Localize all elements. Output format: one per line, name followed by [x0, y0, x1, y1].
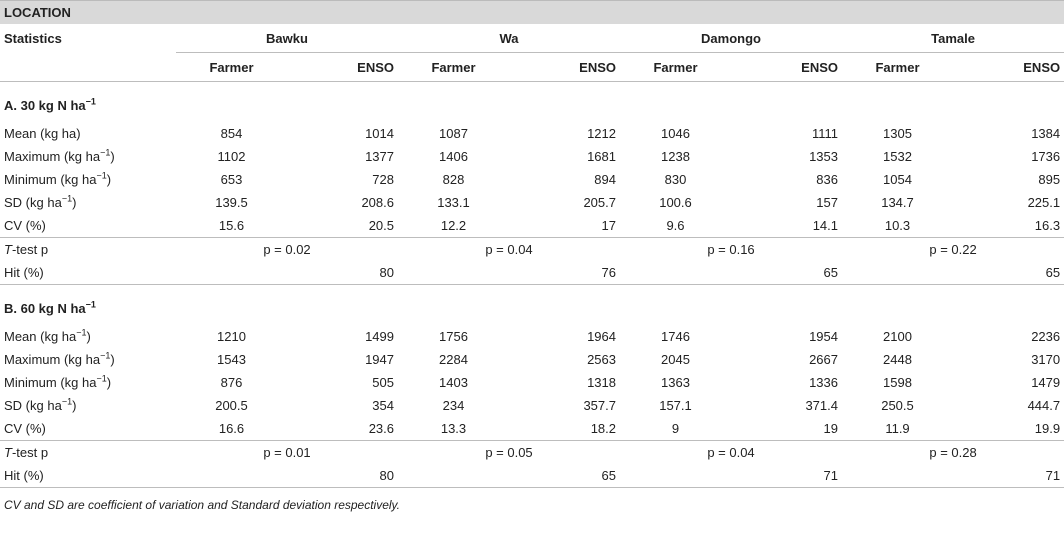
- table-cell: 1384: [1031, 126, 1061, 141]
- row-label-suffix: ): [86, 329, 91, 344]
- table-row: [0, 122, 1064, 145]
- table-cell: 23.6: [368, 421, 394, 436]
- table-cell: 1046: [661, 126, 690, 141]
- table-cell: 14.1: [812, 218, 838, 233]
- table-cell: 18.2: [590, 421, 616, 436]
- table-cell: 16.6: [218, 421, 245, 436]
- hit-value: 71: [823, 468, 838, 483]
- row-label-suffix: ): [72, 398, 77, 413]
- row-label-sup: −1: [96, 373, 107, 384]
- row-label: [0, 168, 176, 191]
- table-cell: 1305: [883, 126, 912, 141]
- row-label: [0, 325, 176, 348]
- table-row: [0, 325, 1064, 348]
- table-cell: 16.3: [1034, 218, 1061, 233]
- hit-value: 71: [1045, 468, 1061, 483]
- table-cell: 2100: [883, 329, 912, 344]
- table-cell: 12.2: [440, 218, 467, 233]
- table-cell: 1736: [1031, 149, 1061, 164]
- sections-body: [0, 82, 1064, 488]
- row-label-text: Maximum (kg ha: [4, 352, 101, 367]
- ttest-label-italic: T: [4, 445, 12, 460]
- table-cell: 100.6: [659, 195, 692, 210]
- ttest-value: p = 0.04: [620, 441, 842, 465]
- section-title-sup: −1: [85, 96, 96, 107]
- ttest-label: [0, 441, 176, 465]
- table-cell: 1543: [217, 352, 246, 367]
- table-cell: 836: [816, 172, 838, 187]
- row-label-text: Mean (kg ha): [4, 126, 81, 141]
- table-row: [0, 394, 1064, 417]
- table-cell: 13.3: [440, 421, 467, 436]
- location-label: LOCATION: [0, 1, 1064, 25]
- table-cell: 139.5: [215, 195, 248, 210]
- table-cell: 9: [671, 421, 680, 436]
- table-cell: 1353: [809, 149, 838, 164]
- table-cell: 1014: [365, 126, 394, 141]
- table-cell: 1598: [883, 375, 912, 390]
- enso-header: ENSO: [509, 53, 620, 82]
- table-cell: 19: [823, 421, 838, 436]
- table-cell: 234: [442, 398, 465, 413]
- table-cell: 1054: [883, 172, 912, 187]
- table-cell: 15.6: [218, 218, 245, 233]
- row-label-sup: −1: [61, 193, 73, 204]
- row-label-suffix: ): [106, 172, 112, 187]
- location-tamale: Tamale: [931, 30, 975, 46]
- table-cell: 17: [601, 218, 616, 233]
- table-cell: 1212: [587, 126, 616, 141]
- row-label-text: Minimum (kg ha: [4, 375, 97, 390]
- table-cell: 157: [816, 195, 838, 210]
- ttest-label-rest: -test p: [11, 242, 49, 257]
- table-cell: 505: [372, 375, 394, 390]
- table-cell: 1756: [439, 329, 468, 344]
- hit-value: 76: [601, 265, 616, 280]
- subheader-row: [0, 53, 1064, 82]
- row-label: [0, 348, 176, 371]
- section-title-sup: −1: [85, 299, 96, 310]
- table-cell: 1210: [217, 329, 246, 344]
- row-label: [0, 214, 176, 238]
- table-cell: 830: [664, 172, 687, 187]
- row-label-text: CV (%): [4, 218, 46, 233]
- table-cell: 894: [594, 172, 616, 187]
- row-label-text: Maximum (kg ha: [4, 149, 101, 164]
- farmer-header: Farmer: [176, 53, 287, 82]
- row-label-sup: −1: [100, 350, 111, 361]
- table-cell: 371.4: [805, 398, 838, 413]
- ttest-value: p = 0.22: [842, 238, 1064, 262]
- row-label-text: CV (%): [4, 421, 46, 436]
- table-cell: 1499: [365, 329, 394, 344]
- ttest-label-rest: -test p: [11, 445, 49, 460]
- location-damongo: Damongo: [701, 30, 761, 46]
- table-cell: 1681: [587, 149, 616, 164]
- ttest-label: [0, 238, 176, 262]
- table-cell: 1318: [587, 375, 616, 390]
- ttest-value: p = 0.01: [176, 441, 398, 465]
- ttest-value: p = 0.28: [842, 441, 1064, 465]
- section-title-text: B. 60 kg N ha: [4, 300, 86, 316]
- table-cell: 1947: [365, 352, 394, 367]
- ttest-row: [0, 238, 1064, 262]
- table-cell: 134.7: [881, 195, 914, 210]
- table-cell: 2284: [439, 352, 468, 367]
- row-label: [0, 191, 176, 214]
- table-cell: 2563: [587, 352, 616, 367]
- table-cell: 9.6: [666, 218, 685, 233]
- table-cell: 205.7: [583, 195, 616, 210]
- location-header-row: [0, 1, 1064, 25]
- row-label-sup: −1: [100, 147, 111, 158]
- table-cell: 854: [220, 126, 243, 141]
- table-row: [0, 371, 1064, 394]
- footnote-row: [0, 488, 1064, 523]
- table-cell: 1377: [365, 149, 394, 164]
- hit-value: 80: [379, 265, 394, 280]
- enso-header: ENSO: [953, 53, 1064, 82]
- hit-row: [0, 464, 1064, 488]
- ttest-value: p = 0.02: [176, 238, 398, 262]
- table-cell: 2236: [1031, 329, 1061, 344]
- table-row: [0, 168, 1064, 191]
- row-label: [0, 394, 176, 417]
- table-cell: 225.1: [1027, 195, 1061, 210]
- location-wa: Wa: [499, 30, 519, 46]
- row-label-text: Mean (kg ha: [4, 329, 77, 344]
- table-row: [0, 145, 1064, 168]
- farmer-header: Farmer: [620, 53, 731, 82]
- ttest-label-italic: T: [4, 242, 12, 257]
- table-cell: 200.5: [215, 398, 248, 413]
- row-label-sup: −1: [96, 170, 107, 181]
- enso-header: ENSO: [287, 53, 398, 82]
- table-cell: 895: [1038, 172, 1061, 187]
- section-title: [0, 285, 1064, 326]
- hit-value: 65: [601, 468, 616, 483]
- table-row: [0, 417, 1064, 441]
- table-cell: 1102: [217, 149, 246, 164]
- table-cell: 828: [442, 172, 465, 187]
- table-cell: 20.5: [368, 218, 394, 233]
- section-title-row: [0, 82, 1064, 123]
- statistics-label: Statistics: [4, 30, 62, 46]
- table-cell: 250.5: [881, 398, 914, 413]
- hit-label: Hit (%): [4, 265, 44, 280]
- ttest-row: [0, 441, 1064, 465]
- row-label: [0, 122, 176, 145]
- row-label-suffix: ): [110, 149, 115, 164]
- table-cell: 1238: [661, 149, 690, 164]
- enso-header: ENSO: [731, 53, 842, 82]
- hit-label: Hit (%): [4, 468, 44, 483]
- hit-value: 65: [1045, 265, 1061, 280]
- table-cell: 11.9: [885, 421, 910, 436]
- table-cell: 1406: [439, 149, 468, 164]
- table-cell: 3170: [1031, 352, 1061, 367]
- row-label-text: SD (kg ha: [4, 398, 62, 413]
- table-cell: 2448: [883, 352, 912, 367]
- ttest-value: p = 0.04: [398, 238, 620, 262]
- table-row: [0, 214, 1064, 238]
- row-label-suffix: ): [72, 195, 77, 210]
- row-label: [0, 371, 176, 394]
- table-cell: 653: [220, 172, 243, 187]
- row-label: [0, 417, 176, 441]
- farmer-header: Farmer: [398, 53, 509, 82]
- table-row: [0, 348, 1064, 371]
- section-title-text: A. 30 kg N ha: [4, 97, 86, 113]
- footnote: CV and SD are coefficient of variation and Standard deviation respectively.: [0, 488, 1064, 523]
- ttest-value: p = 0.05: [398, 441, 620, 465]
- table-cell: 2667: [809, 352, 838, 367]
- table-cell: 1964: [587, 329, 616, 344]
- hit-row: [0, 261, 1064, 285]
- table-cell: 10.3: [884, 218, 911, 233]
- section-title: [0, 82, 1064, 123]
- hit-value: 65: [823, 265, 838, 280]
- location-names-row: [0, 24, 1064, 53]
- row-label-text: Minimum (kg ha: [4, 172, 97, 187]
- row-label-suffix: ): [106, 375, 112, 390]
- table-cell: 1336: [809, 375, 838, 390]
- table-cell: 1954: [809, 329, 838, 344]
- table-cell: 208.6: [361, 195, 394, 210]
- section-title-row: [0, 285, 1064, 326]
- row-label-suffix: ): [110, 352, 115, 367]
- hit-value: 80: [379, 468, 394, 483]
- row-label: [0, 145, 176, 168]
- table-cell: 1479: [1031, 375, 1061, 390]
- table-cell: 1087: [439, 126, 468, 141]
- row-label-sup: −1: [61, 396, 73, 407]
- farmer-header: Farmer: [842, 53, 953, 82]
- table-cell: 354: [372, 398, 394, 413]
- table-cell: 1403: [439, 375, 468, 390]
- table-cell: 133.1: [437, 195, 470, 210]
- table-cell: 1111: [811, 126, 838, 141]
- ttest-value: p = 0.16: [620, 238, 842, 262]
- table-cell: 728: [372, 172, 394, 187]
- table-row: [0, 191, 1064, 214]
- location-bawku: Bawku: [266, 30, 308, 46]
- table-cell: 444.7: [1027, 398, 1061, 413]
- table-cell: 876: [220, 375, 243, 390]
- row-label-sup: −1: [76, 327, 87, 338]
- table-cell: 1746: [661, 329, 690, 344]
- table-cell: 157.1: [659, 398, 692, 413]
- table-cell: 2045: [661, 352, 690, 367]
- table-cell: 1532: [883, 149, 912, 164]
- table-cell: 357.7: [583, 398, 616, 413]
- table-cell: 1363: [661, 375, 690, 390]
- row-label-text: SD (kg ha: [4, 195, 62, 210]
- table-cell: 19.9: [1034, 421, 1061, 436]
